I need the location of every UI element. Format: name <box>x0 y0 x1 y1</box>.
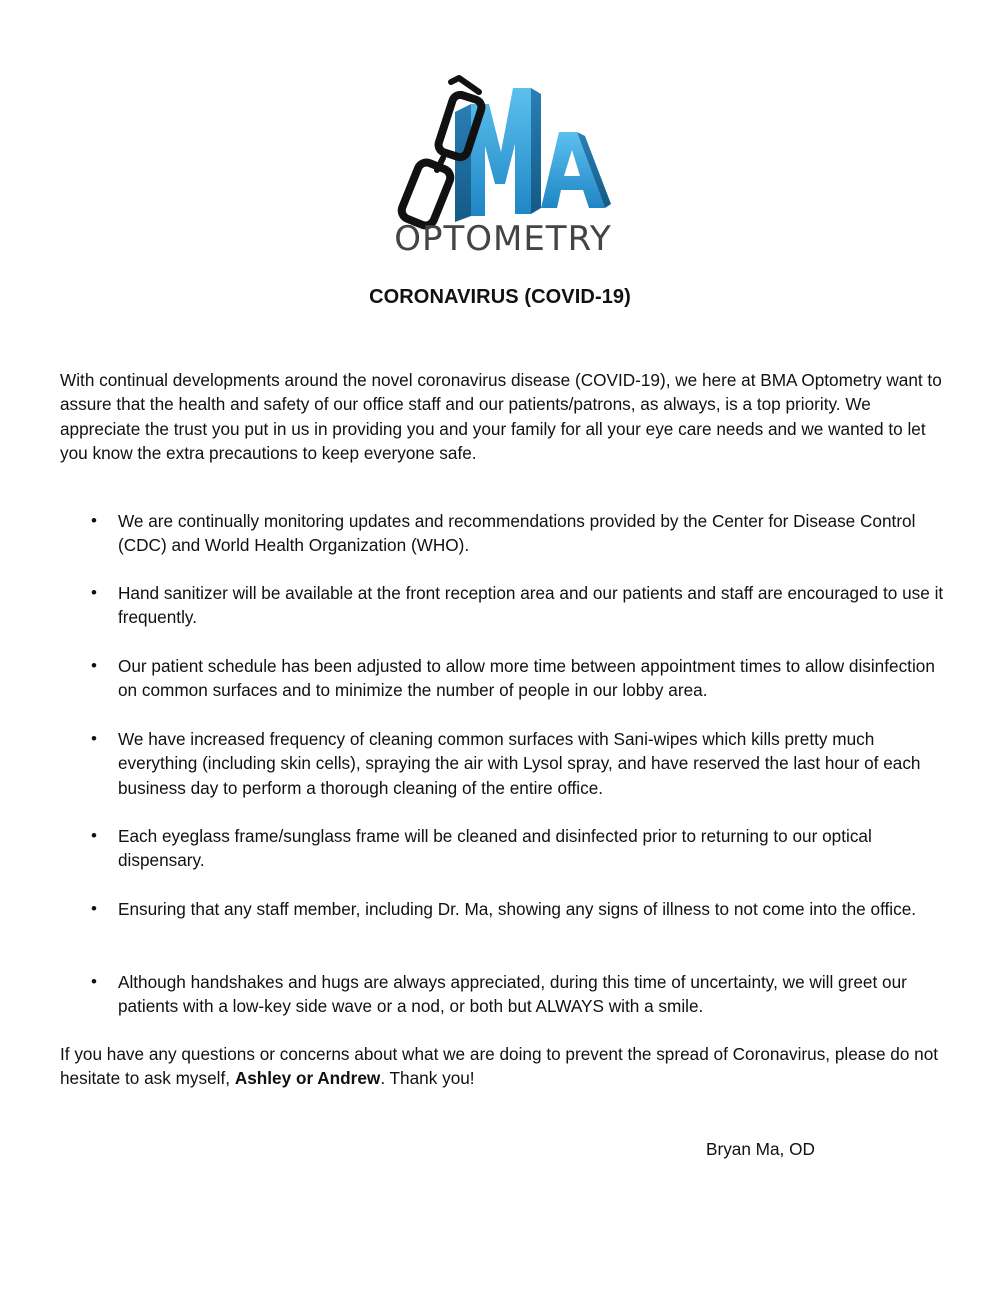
list-item-text: Each eyeglass frame/sunglass frame will be cleaned and disinfected prior to returning to our optical dispensary. <box>118 826 872 871</box>
list-item <box>91 581 948 630</box>
bullet-icon: • <box>91 656 97 675</box>
bullet-icon: • <box>91 729 97 748</box>
list-item-text: Although handshakes and hugs are always appreciated, during this time of uncertainty, we will greet our patients with a low-key side wave or a nod, or both but ALWAYS with a smile. <box>118 972 907 1017</box>
list-item <box>91 654 948 703</box>
intro-paragraph: With continual developments around the novel coronavirus disease (COVID-19), we here at BMA Optometry want to assure that the health and safety of our office staff and our patients/patrons, as always, is a top priority. We appreciate the trust you put in us in providing you and your family for all your eye care needs and we wanted to let you know the extra precautions to keep everyone safe. <box>60 370 942 463</box>
page-title: CORONAVIRUS (COVID-19) <box>369 286 631 308</box>
bullet-icon: • <box>91 826 97 845</box>
logo-wordmark: OPTOMETRY <box>394 219 612 256</box>
bullet-icon: • <box>91 511 97 530</box>
list-item-text: Hand sanitizer will be available at the front reception area and our patients and staff are encouraged to use it frequently. <box>118 583 944 628</box>
closing-text: If you have any questions or concerns about what we are doing to prevent the spread of Coronavirus, please do not hesitate to ask myself, <box>60 1044 939 1089</box>
list-item-text: Our patient schedule has been adjusted to allow more time between appointment times to allow disinfection on common surfaces and to minimize the number of people in our lobby area. <box>118 656 935 701</box>
list-item-text: We are continually monitoring updates and recommendations provided by the Center for Disease Control (CDC) and World Health Organization (WHO). <box>118 511 916 556</box>
signature: Bryan Ma, OD <box>706 1139 815 1159</box>
logo-letter-a <box>541 132 611 208</box>
list-item-text: Ensuring that any staff member, including Dr. Ma, showing any signs of illness to not come into the office. <box>118 899 917 919</box>
bma-optometry-logo <box>393 74 613 256</box>
list-item <box>91 727 948 800</box>
list-item <box>91 824 948 873</box>
bullet-icon: • <box>91 972 97 991</box>
bullet-icon: • <box>91 583 97 602</box>
closing-paragraph <box>60 1042 950 1091</box>
list-item <box>91 509 948 558</box>
list-item-text: We have increased frequency of cleaning common surfaces with Sani-wipes which kills pretty much everything (including skin cells), spraying the air with Lysol spray, and have reserved the last hour of each business day to perform a thorough cleaning of the entire office. <box>118 729 921 798</box>
closing-thanks: . Thank you! <box>380 1068 475 1089</box>
staff-names: Ashley or Andrew <box>234 1068 381 1089</box>
list-item <box>91 897 948 921</box>
bullet-icon: • <box>91 899 97 918</box>
list-item <box>91 970 948 1019</box>
